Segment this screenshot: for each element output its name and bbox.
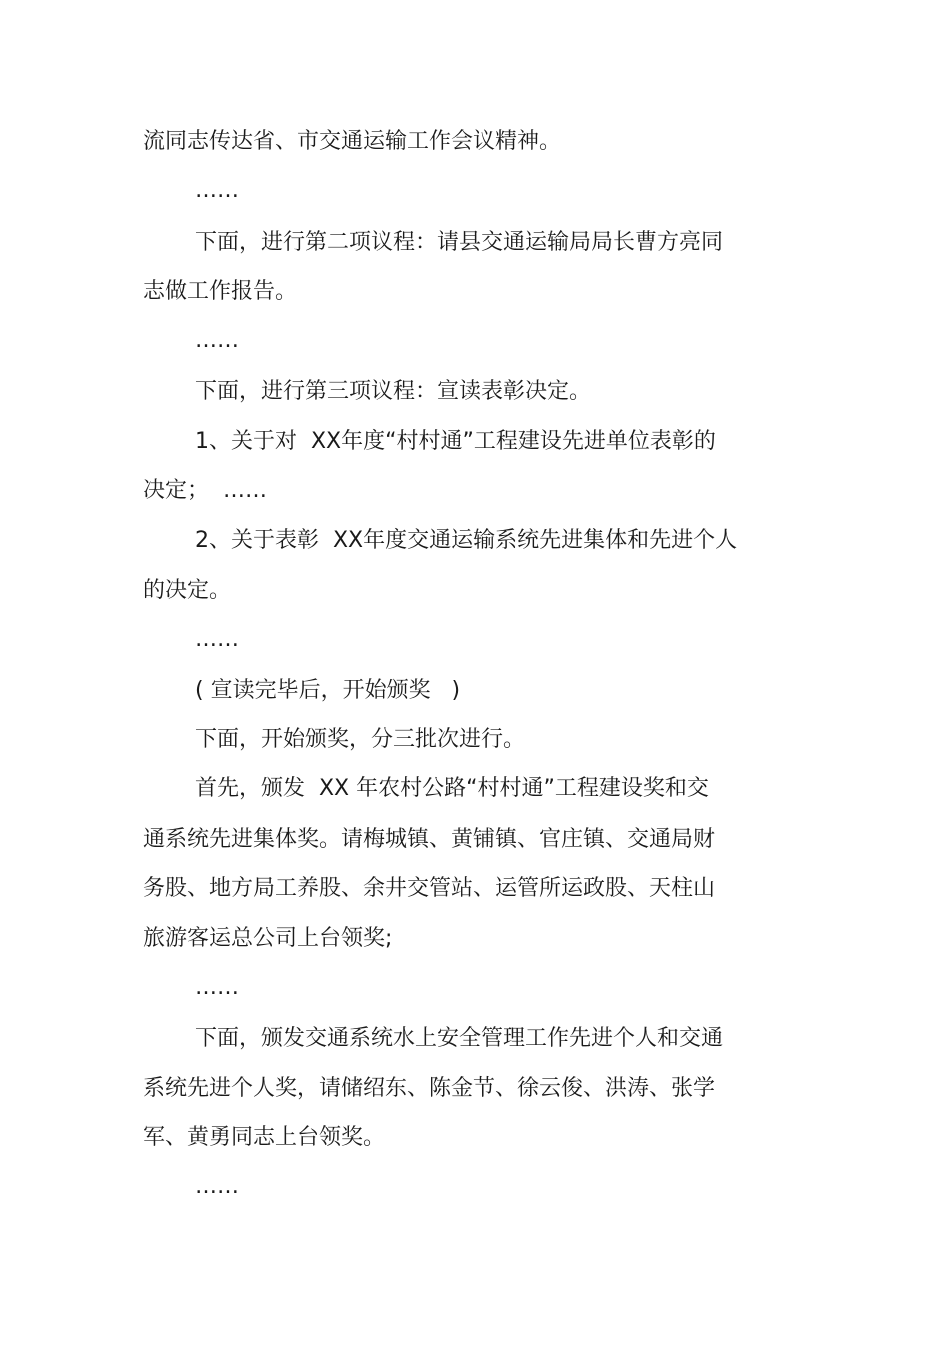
text-line: 流同志传达省、市交通运输工作会议精神。 [143, 129, 562, 154]
text-line: 的决定。 [143, 578, 232, 603]
text-line: 下面，颁发交通系统水上安全管理工作先进个人和交通 [195, 1026, 724, 1051]
text-line: 下面，进行第三项议程：宣读表彰决定。 [195, 379, 592, 404]
text-line: 系统先进个人奖，请储绍东、陈金节、徐云俊、洪涛、张学 [143, 1076, 716, 1101]
ellipsis-line: …… [195, 1174, 239, 1199]
text-line: 决定； …… [143, 478, 267, 503]
text-line: 务股、地方局工养股、余井交管站、运管所运政股、天柱山 [143, 876, 716, 901]
text-line: 志做工作报告。 [143, 279, 298, 304]
ellipsis-line: …… [195, 627, 239, 652]
text-line: 军、黄勇同志上台领奖。 [143, 1125, 386, 1150]
text-line: 1、关于对 XX年度“村村通”工程建设先进单位表彰的 [195, 429, 716, 454]
ellipsis-line: …… [195, 178, 239, 203]
ellipsis-line: …… [195, 975, 239, 1000]
text-line: 首先，颁发 XX 年农村公路“村村通”工程建设奖和交 [195, 776, 709, 801]
text-line: ( 宣读完毕后，开始颁奖 ) [195, 678, 461, 703]
text-line: 2、关于表彰 XX年度交通运输系统先进集体和先进个人 [195, 528, 738, 553]
text-line: 下面，开始颁奖，分三批次进行。 [195, 727, 526, 752]
text-line: 通系统先进集体奖。请梅城镇、黄铺镇、官庄镇、交通局财 [143, 827, 716, 852]
text-line: 下面，进行第二项议程：请县交通运输局局长曹方亮同 [195, 230, 724, 255]
text-line: 旅游客运总公司上台领奖; [143, 926, 393, 951]
ellipsis-line: …… [195, 328, 239, 353]
